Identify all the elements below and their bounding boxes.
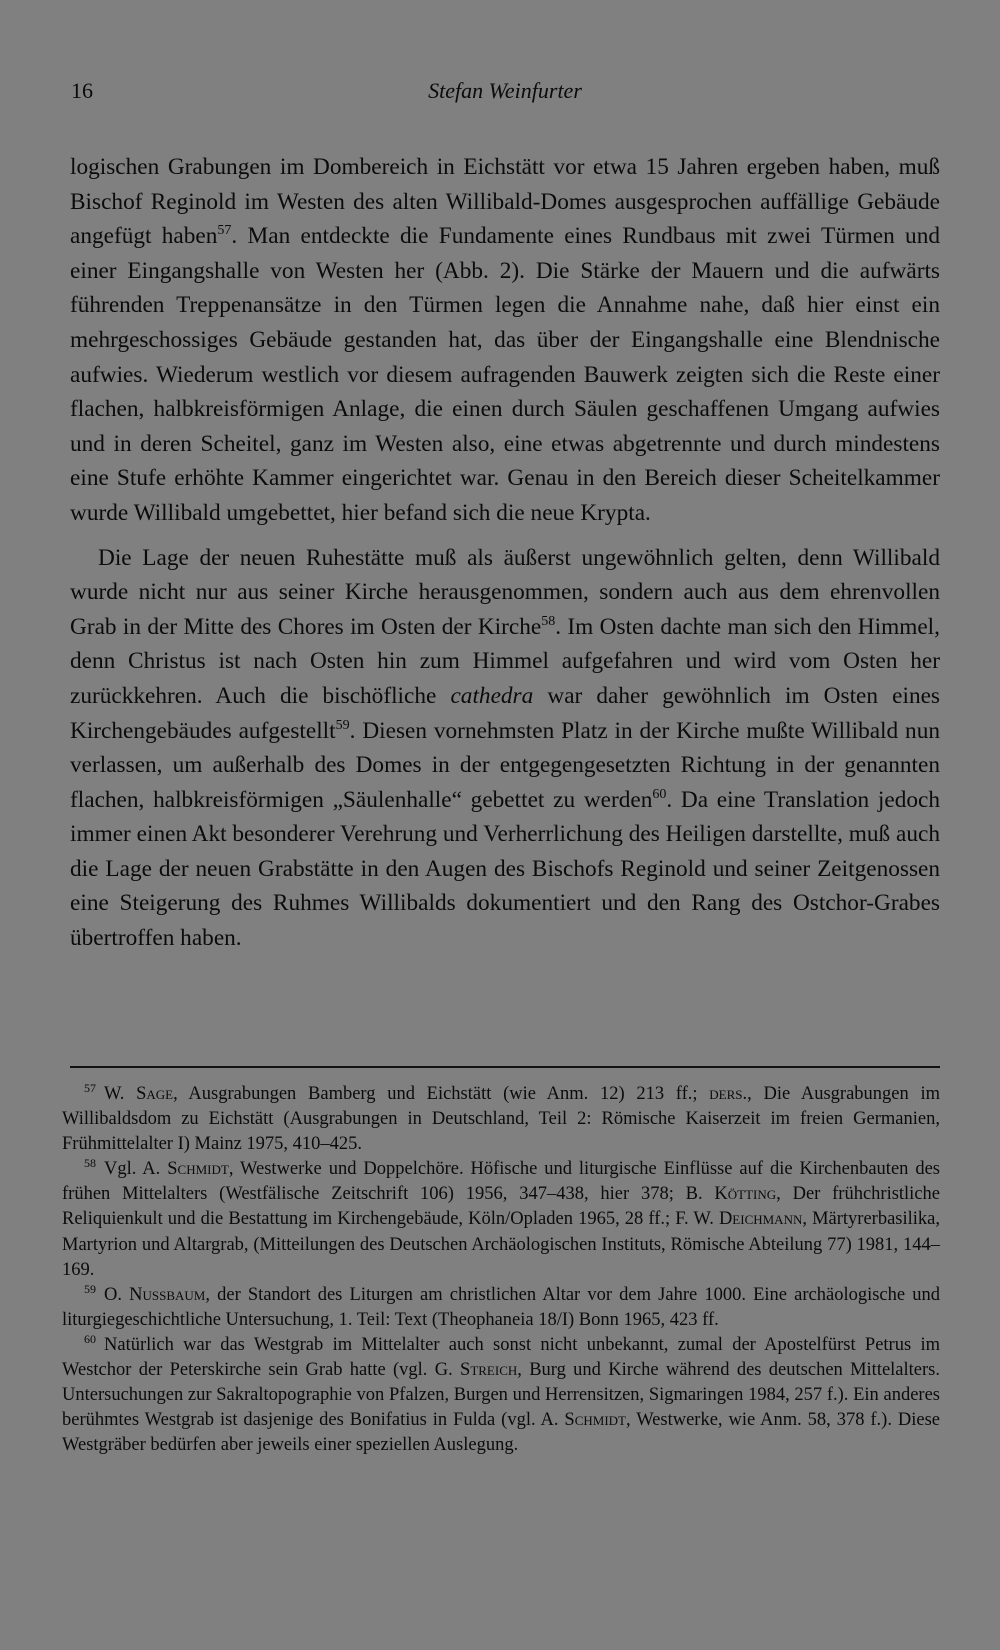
running-title: Stefan Weinfurter: [428, 78, 582, 103]
author-name: ders.: [709, 1084, 748, 1104]
text-run: war daher gewöhnlich im Osten eines Kirchengebäudes aufgestellt: [70, 682, 940, 744]
text-run: Vgl. A.: [104, 1159, 168, 1180]
page-number: 16: [71, 78, 93, 103]
footnote-60: [62, 1333, 940, 1458]
footnote-reference: 57: [217, 223, 232, 239]
text-run: , Westwerke, wie Anm. 58, 378 f.). Diese Westgräber bedürfen aber jeweils einer speziellen Auslegung.: [62, 1410, 940, 1456]
text-run: W.: [104, 1084, 137, 1104]
footnote-reference: 59: [335, 717, 350, 733]
footnote-number: 57: [84, 1081, 96, 1095]
text-run: , Ausgrabungen Bamberg und Eichstätt (wie Anm. 12) 213 ff.;: [173, 1084, 710, 1104]
italic-term: cathedra: [450, 682, 534, 709]
text-run: . Diesen vornehmsten Platz in der Kirche mußte Willibald nun verlassen, um außerhalb des Domes in der entgegengesetzten Richtung in der genannten flachen, halbkreisförmigen „Säulenhalle“ gebettet zu werden: [70, 717, 940, 813]
paragraph: [70, 541, 940, 956]
footnote-divider: [70, 1066, 940, 1068]
text-run: O.: [104, 1284, 130, 1305]
text-run: , Westwerke und Doppelchöre. Höfische und liturgische Einflüsse auf die Kirchenbauten des frühen Mittelalters (Westfälische Zeitschrift 106) 1956, 347–438, hier 378; B.: [62, 1159, 941, 1205]
author-name: Sage: [136, 1084, 174, 1104]
text-run: , Die Ausgrabungen im Willibaldsdom zu Eichstätt (Ausgrabungen in Deutschland, Teil 2: Römische Kaiserzeit im freien Germanien, Frühmittelalter I) Mainz 1975, 410–425.: [62, 1084, 940, 1155]
footnote-reference: 58: [541, 613, 556, 629]
author-name: Kötting: [714, 1184, 777, 1205]
text-run: Die Lage der neuen Ruhestätte muß als äußerst ungewöhnlich gelten, denn Willibald wurde nicht nur aus seiner Kirche herausgenommen, sondern auch aus dem ehrenvollen Grab in der Mitte des Chores im Osten der Kirche: [70, 544, 940, 640]
text-run: , Der frühchristliche Reliquienkult und die Bestattung im Kirchengebäude, Köln/Opladen 1965, 28 ff.; F. W.: [62, 1184, 940, 1230]
text-run: Natürlich war das Westgrab im Mittelalter auch sonst nicht unbekannt, zumal der Apostelfürst Petrus im Westchor der Peterskirche sein Grab hatte (vgl. G.: [62, 1334, 940, 1381]
author-name: Streich: [460, 1360, 518, 1381]
text-run: , Burg und Kirche während des deutschen Mittelalters. Untersuchungen zur Sakraltopographie von Pfalzen, Burgen und Herrensitzen, Sigmaringen 1984, 257 f.). Ein anderes berühmtes Westgrab ist dasjenige des Bonifatius in Fulda (vgl. A.: [62, 1360, 940, 1431]
author-name: Schmidt: [167, 1159, 229, 1180]
author-name: Schmidt: [564, 1410, 626, 1431]
footnote-58: [62, 1157, 940, 1282]
paragraph: [70, 150, 940, 531]
text-run: , Märtyrerbasilika, Martyrion und Altargrab, (Mitteilungen des Deutschen Archäologischen Instituts, Römische Abteilung 77) 1981, 144–169.: [62, 1209, 940, 1280]
text-run: . Im Osten dachte man sich den Himmel, denn Christus ist nach Osten hin zum Himmel aufgefahren und wird vom Osten her zurückkehren. Auch die bischöfliche: [70, 613, 940, 709]
footnote-number: 58: [84, 1156, 96, 1171]
author-name: Deichmann: [718, 1209, 803, 1230]
footnotes: [62, 1082, 940, 1458]
footnote-57: [62, 1082, 940, 1157]
text-run: . Da eine Translation jedoch immer einen Akt besonderer Verehrung und Verherrlichung des Heiligen darstellte, muß auch die Lage der neuen Grabstätte in den Augen des Bischofs Reginold und seiner Zeitgenossen eine Steigerung des Ruhmes Willibalds dokumentiert und den Rang des Ostchor-Grabes übertroffen haben.: [70, 786, 940, 952]
text-run: , der Standort des Liturgen am christlichen Altar vor dem Jahre 1000. Eine archäologische und liturgiegeschichtliche Untersuchung, 1. Teil: Text (Theophaneia 18/I) Bonn 1965, 423 ff.: [62, 1284, 940, 1330]
text-run: logischen Grabungen im Dombereich in Eichstätt vor etwa 15 Jahren ergeben haben, muß Bischof Reginold im Westen des alten Willibald-Domes ausgesprochen auffällige Gebäude angefügt haben: [70, 154, 940, 250]
footnote-reference: 60: [652, 786, 667, 802]
text-run: . Man entdeckte die Fundamente eines Rundbaus mit zwei Türmen und einer Eingangshalle von Westen her (Abb. 2). Die Stärke der Mauern und die aufwärts führenden Treppenansätze in den Türmen legen die Annahme nahe, daß hier einst ein mehrgeschossiges Gebäude gestanden hat, das über der Eingangshalle eine Blendnische aufwies. Wiederum westlich vor diesem aufragenden Bauwerk zeigten sich die Reste einer flachen, halbkreisförmigen Anlage, die einen durch Säulen geschaffenen Umgang aufwies und in deren Scheitel, ganz im Westen also, eine etwas abgetrennte und durch mindestens eine Stufe erhöhte Kammer eingerichtet war. Genau in den Bereich dieser Scheitelkammer wurde Willibald umgebettet, hier befand sich die neue Krypta.: [70, 223, 940, 526]
footnote-number: 59: [84, 1281, 96, 1296]
footnote-number: 60: [84, 1331, 96, 1346]
author-name: Nussbaum: [129, 1284, 206, 1305]
running-head: [71, 78, 939, 108]
footnote-59: [62, 1283, 940, 1333]
main-text: [70, 150, 940, 956]
